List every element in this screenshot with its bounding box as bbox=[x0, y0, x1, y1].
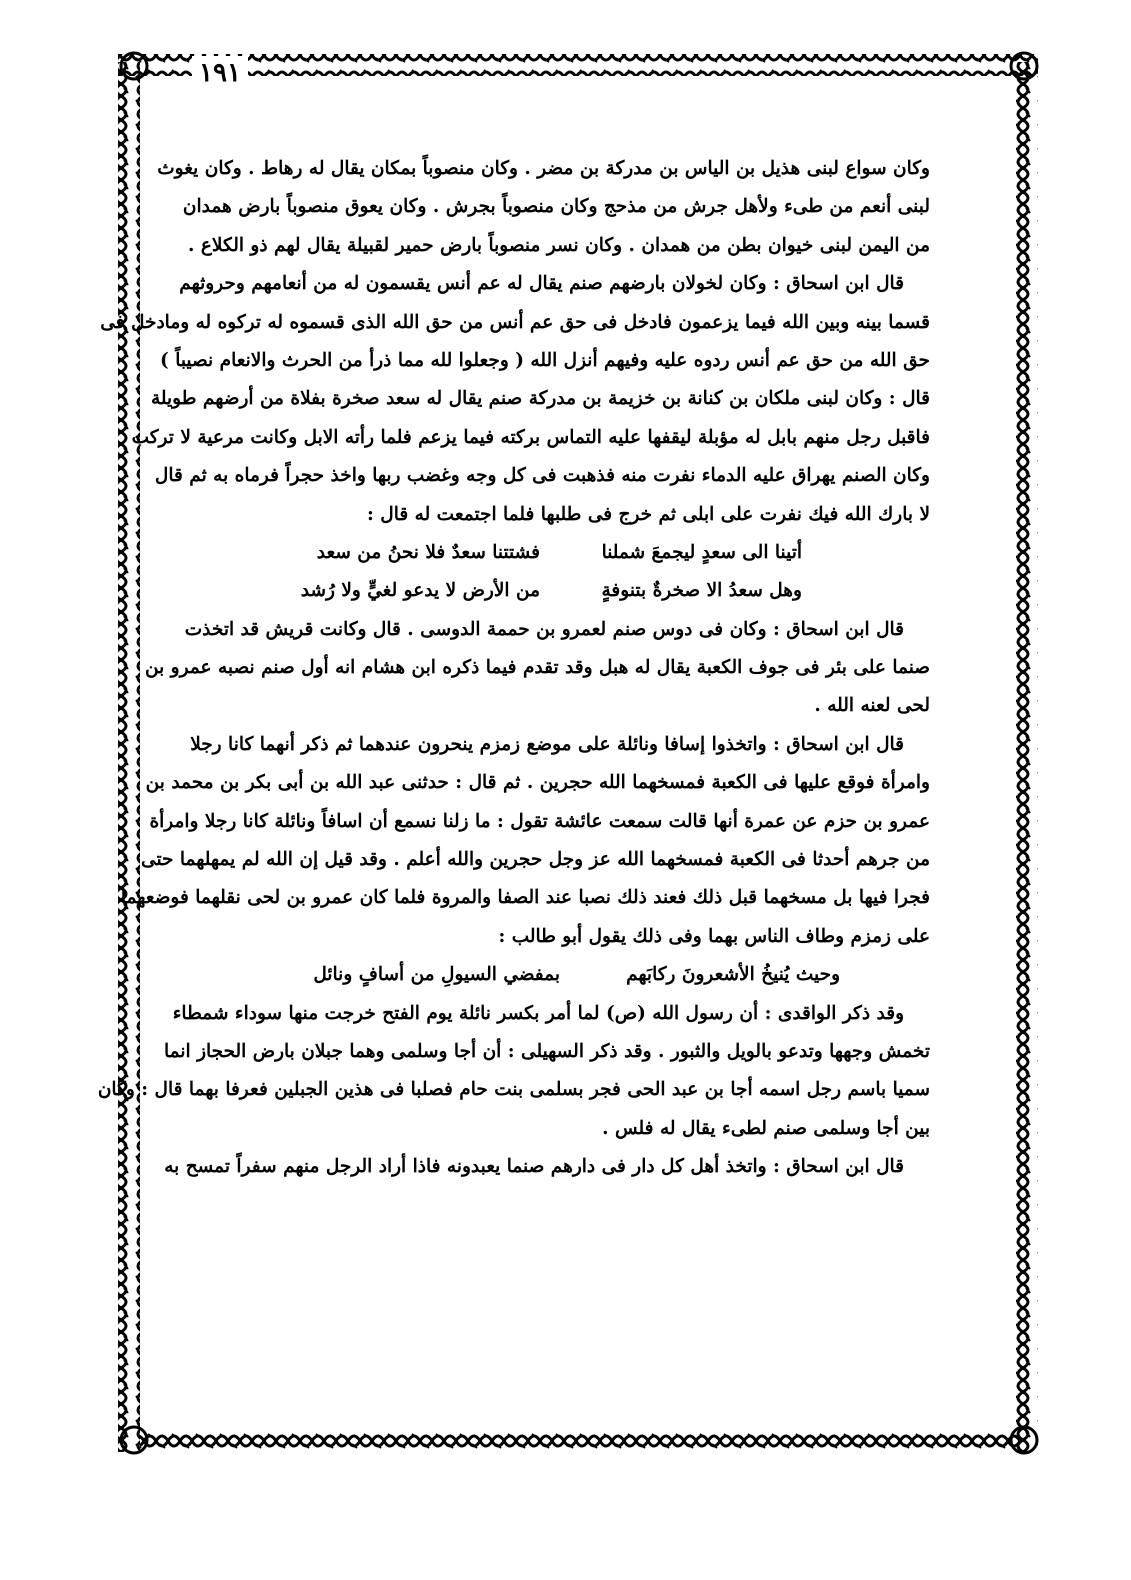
verse-second-hemistich: من الأرض لا يدعو لغيٍّ ولا رُشد bbox=[300, 580, 540, 602]
text-line: سميا باسم رجل اسمه أجا بن عبد الحى فجر بسلمى بنت حام فصلبا فى هذين الجبلين فعرفا بهما قال : وكان bbox=[97, 1079, 930, 1101]
text-line: فاقبل رجل منهم بابل له مؤبلة ليقفها عليه التماس بركته فيما يزعم فلما رأته الابل وكانت مرعية لا تركب bbox=[131, 426, 930, 448]
text-line: من جرهم أحدثا فى الكعبة فمسخهما الله عز وجل حجرين والله أعلم . وقد قيل إن الله لم يمهلهما حتى bbox=[141, 849, 930, 871]
text-line: قسما بينه وبين الله فيما يزعمون فادخل فى حق عم أنس من حق الله الذى قسموه له تركوه له ومادخل فى bbox=[100, 311, 930, 333]
poem-verse bbox=[228, 534, 930, 572]
text-line: عمرو بن حزم عن عمرة أنها قالت سمعت عائشة تقول : ما زلنا نسمع أن اسافاً ونائلة كانا رجلا وامرأة bbox=[149, 810, 930, 832]
poem-verse bbox=[228, 572, 930, 610]
text-line: لا بارك الله فيك نفرت على ابلى ثم خرج فى طلبها فلما اجتمعت له قال : bbox=[367, 503, 930, 525]
paragraphs-group-1 bbox=[100, 150, 930, 534]
text-line: حق الله من حق عم أنس ردوه عليه وفيهم أنزل الله ( وجعلوا لله مما ذرأ من الحرث والانعام نصيباً ) bbox=[160, 349, 930, 371]
text-line: لبنى أنعم من طىء ولأهل جرش من مذحج وكان منصوباً بجرش . وكان يعوق منصوباً بارض همدان bbox=[182, 196, 930, 218]
verse-second-hemistich: فشتتنا سعدٌ فلا نحنُ من سعد bbox=[316, 541, 540, 563]
text-line: من اليمن لبنى خيوان بطن من همدان . وكان نسر منصوباً بارض حمير لقبيلة يقال لهم ذو الكلاع . bbox=[188, 234, 930, 256]
text-line: فجرا فيها بل مسخهما قبل ذلك فعند ذلك نصبا عند الصفا والمروة فلما كان عمرو بن لحى نقلهما فوضعهما bbox=[120, 887, 930, 909]
paragraphs-group-3 bbox=[97, 995, 930, 1187]
text-line: وكان سواع لبنى هذيل بن الياس بن مدركة بن مضر . وكان منصوباً بمكان يقال له رهاط . وكان يغوث bbox=[157, 158, 930, 179]
verse-first-hemistich: أتينا الى سعدٍ ليجمعَ شملنا bbox=[601, 541, 802, 563]
verse-second-hemistich: بمفضي السيولِ من أسافٍ ونائل bbox=[313, 964, 560, 986]
verse-first-hemistich: وهل سعدُ الا صخرةٌ بتنوفةٍ bbox=[601, 580, 802, 602]
body-text bbox=[97, 150, 930, 1380]
text-line: وقد ذكر الواقدى : أن رسول الله (ص) لما أمر بكسر نائلة يوم الفتح خرجت منها سوداء شمطاء bbox=[172, 1002, 904, 1024]
paragraphs-group-2 bbox=[120, 611, 930, 957]
text-line: صنما على بئر فى جوف الكعبة يقال له هبل وقد تقدم فيما ذكره ابن هشام انه أول صنم نصبه عمرو بن bbox=[144, 657, 930, 679]
poem-verse bbox=[228, 956, 930, 994]
border-left bbox=[118, 62, 140, 1452]
text-line: لحى لعنه الله . bbox=[814, 695, 930, 717]
border-right bbox=[1016, 62, 1038, 1452]
text-line: بين أجا وسلمى صنم لطىء يقال له فلس . bbox=[602, 1117, 930, 1139]
border-bottom bbox=[140, 1430, 1020, 1452]
page-number: ١٩١ bbox=[192, 56, 248, 90]
poem-verse-group-2 bbox=[228, 956, 930, 994]
text-line: وامرأة فوقع عليها فى الكعبة فمسخهما الله حجرين . ثم قال : حدثنى عبد الله بن أبى بكر بن محمد بن bbox=[145, 772, 930, 794]
text-line: على زمزم وطاف الناس بهما وفى ذلك يقول أبو طالب : bbox=[498, 925, 930, 947]
text-line: قال ابن اسحاق : وكان لخولان بارضهم صنم يقال له عم أنس يقسمون له من أنعامهم وحروثهم bbox=[179, 273, 904, 295]
text-line: تخمش وجهها وتدعو بالويل والثبور . وقد ذكر السهيلى : أن أجا وسلمى وهما جبلان بارض الحجاز انما bbox=[164, 1040, 930, 1062]
poem-verses-group-1 bbox=[228, 534, 930, 611]
text-line: وكان الصنم يهراق عليه الدماء نفرت منه فذهبت فى كل وجه وغضب ربها واخذ حجراً فرماه به ثم قال bbox=[154, 465, 930, 487]
text-line: قال : وكان لبنى ملكان بن كنانة بن خزيمة بن مدركة صنم يقال له سعد صخرة بفلاة من أرضهم طويلة bbox=[150, 388, 930, 410]
text-line: قال ابن اسحاق : واتخذوا إسافا ونائلة على موضع زمزم ينحرون عندهما ثم ذكر أنهما كانا رجلا bbox=[190, 733, 904, 755]
verse-first-hemistich: وحيث يُنيخُ الأشعرونَ ركابَهم bbox=[626, 964, 840, 986]
border-top bbox=[118, 54, 1038, 76]
text-line: قال ابن اسحاق : واتخذ أهل كل دار فى دارهم صنما يعبدونه فاذا أراد الرجل منهم سفراً تمسح به bbox=[164, 1156, 904, 1178]
text-line: قال ابن اسحاق : وكان فى دوس صنم لعمرو بن حممة الدوسى . قال وكانت قريش قد اتخذت bbox=[184, 618, 904, 640]
